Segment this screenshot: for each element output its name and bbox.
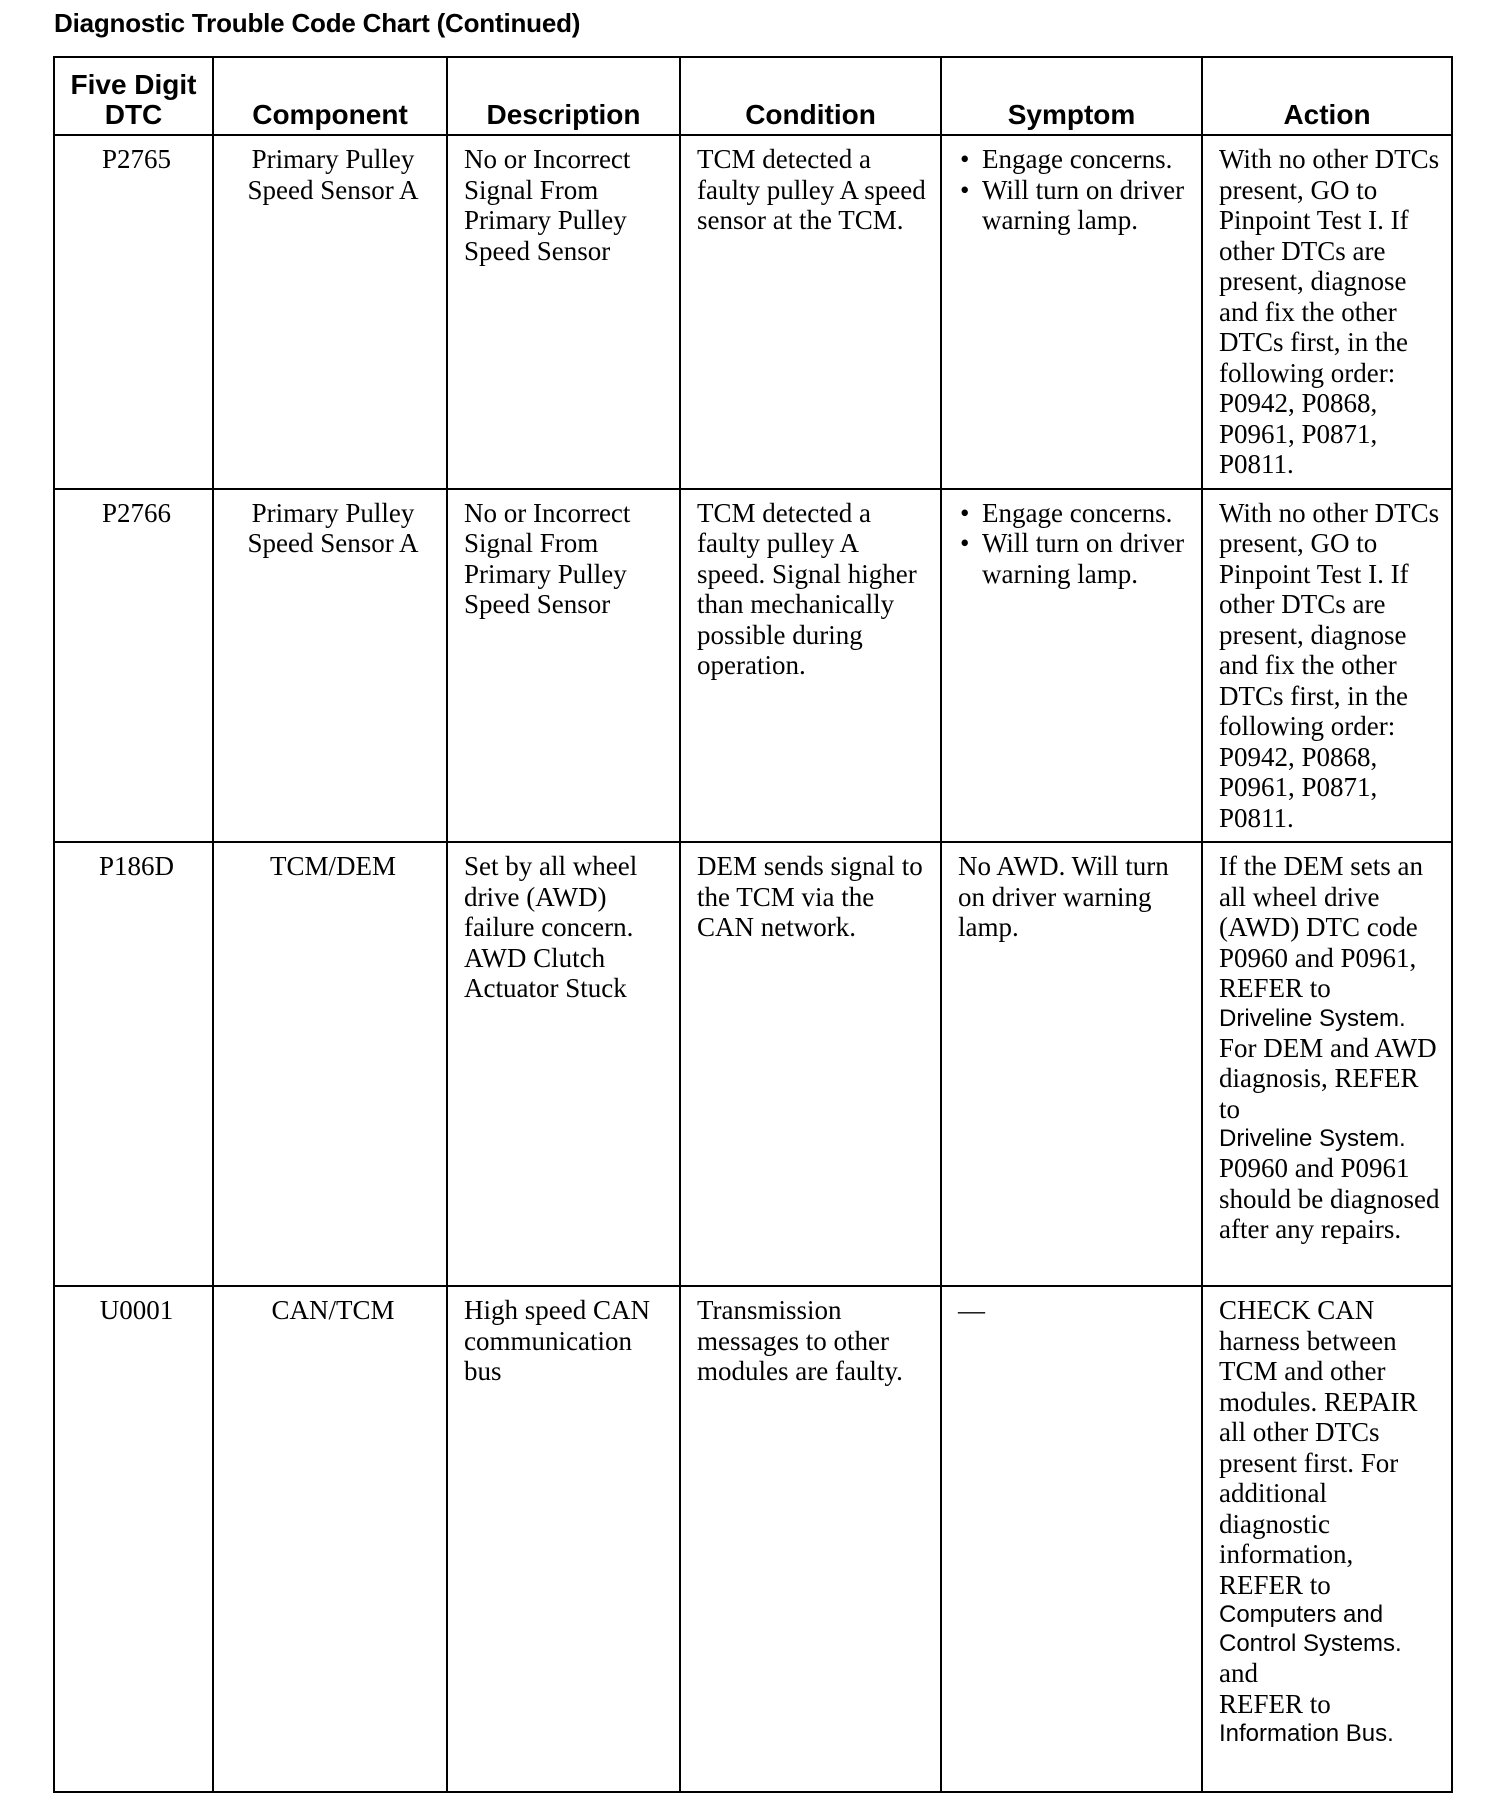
table-row [54,1286,1452,1792]
symptom-cell: — [941,1286,1202,1792]
computers-and-control-systems-reference: Computers and Control Systems. [1219,1601,1402,1657]
condition-cell: DEM sends signal to the TCM via the CAN network. [680,842,941,1286]
condition-cell: TCM detected a faulty pulley A speed. Signal higher than mechanically possible during operation. [680,489,941,843]
driveline-system-reference: Driveline System. [1219,1125,1406,1152]
table-row [54,489,1452,843]
component-cell: Primary Pulley Speed Sensor A [213,135,447,489]
symptom-cell [941,489,1202,843]
symptom-bullet: • Will turn on driver warning lamp. [958,528,1191,589]
header-action: Action [1202,57,1452,135]
component-cell: Primary Pulley Speed Sensor A [213,489,447,843]
dtc-code-cell: P2766 [54,489,213,843]
action-text: REFER to [1219,1688,1331,1719]
symptom-bullet: • Engage concerns. [958,144,1191,175]
condition-cell: Transmission messages to other modules are faulty. [680,1286,941,1792]
table-row [54,135,1452,489]
description-cell: No or Incorrect Signal From Primary Pulley Speed Sensor [447,135,680,489]
header-description: Description [447,57,680,135]
action-text: If the DEM sets an all wheel drive (AWD) DTC code P0960 and P0961, REFER to [1219,851,1423,1003]
dtc-code-cell: P2765 [54,135,213,489]
header-five-digit-dtc: Five Digit DTC [54,57,213,135]
description-cell: Set by all wheel drive (AWD) failure concern. AWD Clutch Actuator Stuck [447,842,680,1286]
table-header-row [54,57,1452,135]
action-text: With no other DTCs present, GO to Pinpoint Test I. If other DTCs are present, diagnose and fix the other DTCs first, in the following order: P0942, P0868, P0961, P0871, P0811. [1219,497,1440,833]
dtc-code-cell: U0001 [54,1286,213,1792]
header-component: Component [213,57,447,135]
action-text: and [1219,1658,1258,1688]
symptom-bullet: • Engage concerns. [958,498,1191,529]
symptom-list [958,498,1191,590]
header-condition: Condition [680,57,941,135]
symptom-bullet: • Will turn on driver warning lamp. [958,175,1191,236]
dtc-code-cell: P186D [54,842,213,1286]
table-row [54,842,1452,1286]
action-cell [1202,1286,1452,1792]
information-bus-reference: Information Bus. [1219,1720,1394,1747]
condition-cell: TCM detected a faulty pulley A speed sensor at the TCM. [680,135,941,489]
action-text: CHECK CAN harness between TCM and other modules. REPAIR all other DTCs present first. For additional diagnostic information, REFER to [1219,1295,1418,1600]
page-title: Diagnostic Trouble Code Chart (Continued) [54,8,581,38]
symptom-cell: No AWD. Will turn on driver warning lamp. [941,842,1202,1286]
description-cell: No or Incorrect Signal From Primary Pulley Speed Sensor [447,489,680,843]
dtc-chart-table [53,56,1453,1793]
description-cell: High speed CAN communication bus [447,1286,680,1792]
symptom-list [958,144,1191,236]
action-text: P0960 and P0961 should be diagnosed after any repairs. [1219,1153,1440,1244]
component-cell: CAN/TCM [213,1286,447,1792]
driveline-system-reference: Driveline System. [1219,1004,1406,1032]
symptom-cell [941,135,1202,489]
component-cell: TCM/DEM [213,842,447,1286]
header-symptom: Symptom [941,57,1202,135]
action-text: With no other DTCs present, GO to Pinpoint Test I. If other DTCs are present, diagnose and fix the other DTCs first, in the following order: P0942, P0868, P0961, P0871, P0811. [1219,144,1440,479]
action-cell [1202,489,1452,843]
action-text: For DEM and AWD diagnosis, REFER to [1219,1032,1437,1124]
action-cell [1202,842,1452,1286]
action-cell [1202,135,1452,489]
